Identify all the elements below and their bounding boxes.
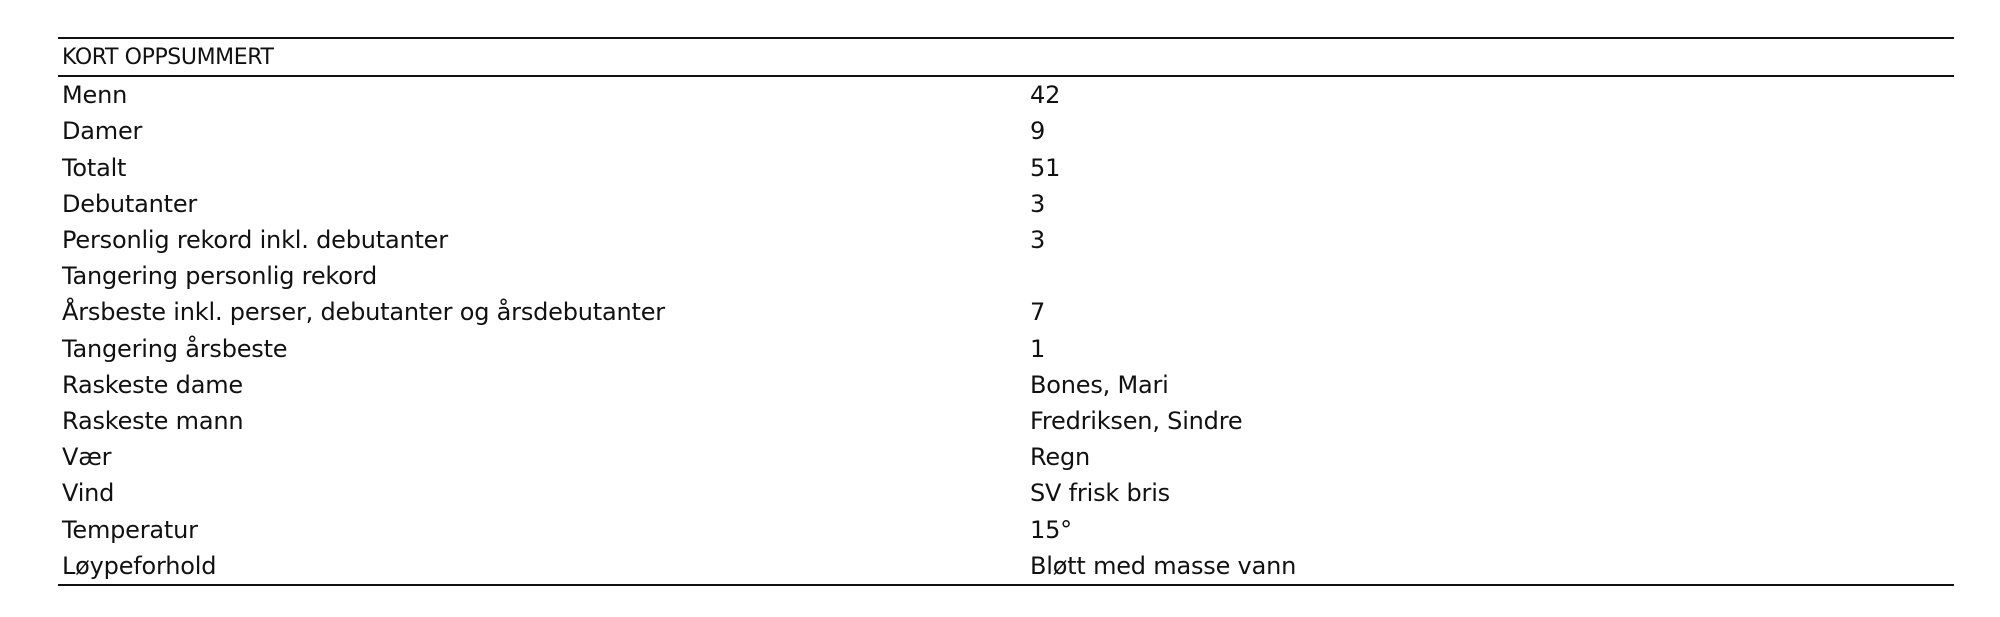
row-value: 7 xyxy=(1030,298,1046,327)
row-label: Vind xyxy=(62,479,115,508)
row-value: Bones, Mari xyxy=(1030,370,1169,399)
row-value: 42 xyxy=(1030,81,1061,110)
row-label: Løypeforhold xyxy=(62,551,217,580)
table-row xyxy=(58,258,1954,294)
row-label: Personlig rekord inkl. debutanter xyxy=(62,226,448,255)
row-label: Debutanter xyxy=(62,189,198,218)
row-label: Vær xyxy=(62,443,112,472)
table-row xyxy=(58,113,1954,149)
row-value: Fredriksen, Sindre xyxy=(1030,406,1243,435)
table-row xyxy=(58,76,1954,113)
row-value: Regn xyxy=(1030,443,1091,472)
row-label: Raskeste mann xyxy=(62,406,244,435)
table-row xyxy=(58,475,1954,511)
row-label: Raskeste dame xyxy=(62,370,243,399)
row-value: 3 xyxy=(1030,226,1046,255)
row-value: 1 xyxy=(1030,334,1046,363)
table-row xyxy=(58,150,1954,186)
row-value: 9 xyxy=(1030,117,1046,146)
summary-header-row xyxy=(58,38,1954,76)
row-label: Menn xyxy=(62,81,128,110)
summary-table xyxy=(58,37,1954,586)
table-row xyxy=(58,367,1954,403)
row-label: Damer xyxy=(62,117,143,146)
row-value: 51 xyxy=(1030,153,1061,182)
row-label: Årsbeste inkl. perser, debutanter og årsdebutanter xyxy=(62,298,665,327)
summary-title: KORT OPPSUMMERT xyxy=(62,44,274,70)
table-row xyxy=(58,511,1954,547)
table-row xyxy=(58,222,1954,258)
row-value xyxy=(1026,258,1954,294)
table-row xyxy=(58,548,1954,585)
row-label: Tangering personlig rekord xyxy=(62,262,377,291)
row-value: SV frisk bris xyxy=(1030,479,1170,508)
row-value: 3 xyxy=(1030,189,1046,218)
table-row xyxy=(58,186,1954,222)
table-row xyxy=(58,439,1954,475)
row-label: Totalt xyxy=(62,153,127,182)
table-row xyxy=(58,294,1954,330)
row-value: 15° xyxy=(1030,515,1072,544)
row-value: Bløtt med masse vann xyxy=(1030,551,1297,580)
table-row xyxy=(58,403,1954,439)
row-label: Tangering årsbeste xyxy=(62,334,288,363)
table-row xyxy=(58,331,1954,367)
row-label: Temperatur xyxy=(62,515,198,544)
